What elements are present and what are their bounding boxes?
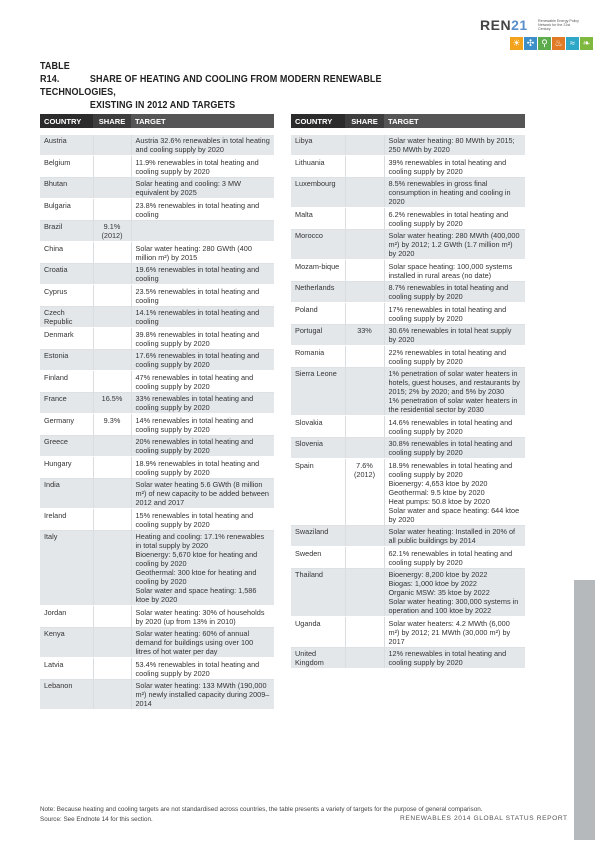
country-cell: Lebanon	[40, 679, 93, 710]
country-cell: Ireland	[40, 509, 93, 531]
target-cell: 6.2% renewables in total heating and cooling supply by 2020	[384, 208, 525, 230]
table-row	[40, 199, 274, 221]
table-row	[40, 306, 274, 328]
share-cell	[345, 568, 384, 617]
target-cell: 19.6% renewables in total heating and cooling	[131, 263, 274, 285]
target-cell: Solar water heating: 280 GWth (400 million m²) by 2015	[131, 242, 274, 264]
target-cell: 8.5% renewables in gross final consumption in heating and cooling in 2020	[384, 177, 525, 208]
table-row	[291, 647, 525, 669]
target-cell: Solar water heating: 60% of annual demand for buildings using over 100 litres of hot water per day	[131, 627, 274, 658]
country-cell: Belgium	[40, 156, 93, 178]
share-cell	[345, 437, 384, 459]
country-cell: Austria	[40, 135, 93, 156]
target-cell: Solar water heating: 80 MWth by 2015; 250 MWth by 2020	[384, 135, 525, 156]
country-cell: Romania	[291, 346, 345, 368]
country-cell: Greece	[40, 435, 93, 457]
country-cell: Libya	[291, 135, 345, 156]
target-cell: 23.8% renewables in total heating and cooling	[131, 199, 274, 221]
share-cell	[93, 371, 131, 393]
share-cell	[345, 156, 384, 178]
header-target: TARGET	[384, 114, 525, 128]
country-cell: Jordan	[40, 606, 93, 628]
country-cell: Slovenia	[291, 437, 345, 459]
country-cell: Swaziland	[291, 525, 345, 547]
country-cell: Mozam-bique	[291, 260, 345, 282]
country-cell: Latvia	[40, 658, 93, 680]
table-row	[291, 135, 525, 156]
table-row	[40, 606, 274, 628]
share-cell	[345, 346, 384, 368]
country-cell: Portugal	[291, 324, 345, 346]
share-cell	[345, 303, 384, 325]
target-cell: 23.5% renewables in total heating and cooling	[131, 285, 274, 307]
share-cell: 33%	[345, 324, 384, 346]
target-cell: Solar water heaters: 4.2 MWth (6,000 m²) by 2012; 21 MWth (30,000 m²) by 2017	[384, 617, 525, 648]
target-cell: 14% renewables in total heating and cooling supply by 2020	[131, 414, 274, 436]
share-cell: 9.1% (2012)	[93, 220, 131, 242]
share-cell	[345, 260, 384, 282]
country-cell: Luxembourg	[291, 177, 345, 208]
share-cell	[345, 281, 384, 303]
target-cell: 33% renewables in total heating and cooling supply by 2020	[131, 392, 274, 414]
share-cell	[345, 617, 384, 648]
table-row	[40, 328, 274, 350]
country-cell: Germany	[40, 414, 93, 436]
target-cell: 17.6% renewables in total heating and cooling supply by 2020	[131, 349, 274, 371]
target-cell: 15% renewables in total heating and cooling supply by 2020	[131, 509, 274, 531]
table-row	[40, 220, 274, 242]
page-footer	[400, 813, 591, 822]
logo-wordmark: REN21	[480, 17, 528, 33]
target-cell: 47% renewables in total heating and cooling supply by 2020	[131, 371, 274, 393]
table-title	[40, 60, 401, 112]
logo-icon-strip	[510, 37, 593, 50]
share-cell	[93, 627, 131, 658]
country-cell: Lithuania	[291, 156, 345, 178]
share-cell	[345, 416, 384, 438]
country-cell: Bulgaria	[40, 199, 93, 221]
share-cell	[93, 349, 131, 371]
share-cell	[93, 435, 131, 457]
country-cell: Denmark	[40, 328, 93, 350]
source-text: Source: See Endnote 14 for this section.	[40, 816, 153, 823]
target-cell: 14.6% renewables in total heating and cooling supply by 2020	[384, 416, 525, 438]
share-cell	[345, 135, 384, 156]
table-row	[291, 416, 525, 438]
target-cell: 53.4% renewables in total heating and cooling supply by 2020	[131, 658, 274, 680]
header-country: COUNTRY	[291, 114, 345, 128]
target-cell: 12% renewables in total heating and cooling supply by 2020	[384, 647, 525, 669]
share-cell	[93, 478, 131, 509]
share-cell	[345, 647, 384, 669]
share-cell: 7.6% (2012)	[345, 459, 384, 526]
target-cell: Solar water heating 5.6 GWth (8 million m²) of new capacity to be added between 2012 and 2017	[131, 478, 274, 509]
ren21-logo	[480, 17, 591, 59]
report-name: RENEWABLES 2014 GLOBAL STATUS REPORT	[400, 815, 568, 822]
share-cell	[93, 530, 131, 606]
person-icon: ⚲	[538, 37, 551, 50]
table-row	[291, 346, 525, 368]
note-text: Note: Because heating and cooling targets are not standardised across countries, the table presents a variety of targets for the purpose of general comparison.	[40, 806, 483, 813]
share-cell	[345, 177, 384, 208]
country-cell: Kenya	[40, 627, 93, 658]
table-row	[291, 177, 525, 208]
share-cell	[93, 242, 131, 264]
target-cell: 39.8% renewables in total heating and cooling supply by 2020	[131, 328, 274, 350]
table-row	[291, 208, 525, 230]
table-row	[291, 281, 525, 303]
table-row	[40, 658, 274, 680]
side-tab	[574, 580, 595, 840]
share-cell	[345, 229, 384, 260]
table-row	[291, 303, 525, 325]
country-cell: France	[40, 392, 93, 414]
table-row	[40, 285, 274, 307]
table-row	[291, 156, 525, 178]
table-row	[40, 349, 274, 371]
country-cell: China	[40, 242, 93, 264]
table-row	[40, 392, 274, 414]
country-cell: Bhutan	[40, 177, 93, 199]
target-cell: Solar space heating: 100,000 systems installed in rural areas (no date)	[384, 260, 525, 282]
target-cell: Solar water heating: 280 MWth (400,000 m²) by 2012; 1.2 GWth (1.7 million m²) by 2020	[384, 229, 525, 260]
table-header-row	[40, 114, 274, 128]
share-cell: 9.3%	[93, 414, 131, 436]
header-country: COUNTRY	[40, 114, 93, 128]
table-row	[291, 367, 525, 416]
table-row	[40, 177, 274, 199]
table-row	[40, 414, 274, 436]
wind-icon: ✣	[524, 37, 537, 50]
share-cell	[93, 679, 131, 710]
target-cell: 20% renewables in total heating and cooling supply by 2020	[131, 435, 274, 457]
table-row	[40, 509, 274, 531]
target-cell: 39% renewables in total heating and cooling supply by 2020	[384, 156, 525, 178]
country-cell: Hungary	[40, 457, 93, 479]
target-cell: Austria 32.6% renewables in total heating and cooling supply by 2020	[131, 135, 274, 156]
country-cell: Brazil	[40, 220, 93, 242]
table-row	[40, 457, 274, 479]
table-row	[40, 371, 274, 393]
share-cell	[345, 525, 384, 547]
table-row	[40, 478, 274, 509]
share-cell	[93, 199, 131, 221]
leaf-icon: ❧	[580, 37, 593, 50]
table-header-row	[291, 114, 525, 128]
share-cell	[93, 457, 131, 479]
share-cell	[93, 658, 131, 680]
target-cell	[131, 220, 274, 242]
share-cell	[93, 285, 131, 307]
country-cell: Uganda	[291, 617, 345, 648]
table-row	[291, 525, 525, 547]
table-row	[291, 260, 525, 282]
country-cell: Netherlands	[291, 281, 345, 303]
share-cell	[93, 177, 131, 199]
sun-icon: ☀	[510, 37, 523, 50]
target-cell: 14.1% renewables in total heating and cooling	[131, 306, 274, 328]
table-row	[40, 679, 274, 710]
target-cell: Heating and cooling: 17.1% renewables in total supply by 2020 Bioenergy: 5,670 ktoe for heating and cooling by 2020 Geothermal: 300 ktoe for heating and cooling by 2020 Solar water and space heating: 1,586 ktoe by 2020	[131, 530, 274, 606]
country-cell: Czech Republic	[40, 306, 93, 328]
country-cell: Sierra Leone	[291, 367, 345, 416]
country-cell: India	[40, 478, 93, 509]
share-cell	[93, 156, 131, 178]
table-number: TABLE R14.	[40, 60, 70, 85]
target-cell: 1% penetration of solar water heaters in hotels, guest houses, and restaurants by 2015; 2% by 2020; and 5% by 2030 1% penetration of solar water heaters in the residential sector by 2030	[384, 367, 525, 416]
table-row	[291, 324, 525, 346]
target-cell: 30.6% renewables in total heat supply by 2020	[384, 324, 525, 346]
target-cell: 18.9% renewables in total heating and cooling supply by 2020 Bioenergy: 4,653 ktoe by 2020 Geothermal: 9.5 ktoe by 2020 Heat pumps: 50.8 ktoe by 2020 Solar water and space heating: 644 ktoe by 2020	[384, 459, 525, 526]
share-cell	[345, 367, 384, 416]
target-cell: 62.1% renewables in total heating and cooling supply by 2020	[384, 547, 525, 569]
table-row	[40, 530, 274, 606]
target-cell: 22% renewables in total heating and cooling supply by 2020	[384, 346, 525, 368]
share-cell	[93, 135, 131, 156]
table-row	[40, 263, 274, 285]
header-target: TARGET	[131, 114, 274, 128]
target-cell: Solar water heating: 30% of households by 2020 (up from 13% in 2010)	[131, 606, 274, 628]
share-cell	[93, 328, 131, 350]
table-row	[291, 547, 525, 569]
title-line-1: SHARE OF HEATING AND COOLING FROM MODERN RENEWABLE TECHNOLOGIES,	[40, 73, 382, 98]
share-cell	[345, 208, 384, 230]
header-share: SHARE	[345, 114, 384, 128]
country-cell: Italy	[40, 530, 93, 606]
country-cell: Malta	[291, 208, 345, 230]
table-row	[40, 156, 274, 178]
share-cell	[93, 306, 131, 328]
country-cell: Thailand	[291, 568, 345, 617]
right-table	[291, 114, 525, 669]
title-line-2: EXISTING IN 2012 AND TARGETS	[89, 99, 236, 111]
country-cell: Croatia	[40, 263, 93, 285]
table-row	[40, 135, 274, 156]
country-cell: Spain	[291, 459, 345, 526]
country-cell: Estonia	[40, 349, 93, 371]
flame-icon: ♨	[552, 37, 565, 50]
table-row	[291, 568, 525, 617]
target-cell: Solar heating and cooling: 3 MW equivalent by 2025	[131, 177, 274, 199]
table-row	[291, 229, 525, 260]
table-row	[40, 242, 274, 264]
target-cell: Solar water heating: Installed in 20% of all public buildings by 2014	[384, 525, 525, 547]
country-cell: United Kingdom	[291, 647, 345, 669]
header-share: SHARE	[93, 114, 131, 128]
share-cell	[93, 509, 131, 531]
country-cell: Cyprus	[40, 285, 93, 307]
target-cell: 18.9% renewables in total heating and cooling supply by 2020	[131, 457, 274, 479]
table-row	[291, 437, 525, 459]
country-cell: Morocco	[291, 229, 345, 260]
water-icon: ≈	[566, 37, 579, 50]
country-cell: Slovakia	[291, 416, 345, 438]
table-row	[291, 617, 525, 648]
target-cell: Solar water heating: 133 MWth (190,000 m²) newly installed capacity during 2009–2014	[131, 679, 274, 710]
table-row	[40, 627, 274, 658]
target-cell: 30.8% renewables in total heating and cooling supply by 2020	[384, 437, 525, 459]
country-cell: Poland	[291, 303, 345, 325]
target-cell: 17% renewables in total heating and cooling supply by 2020	[384, 303, 525, 325]
share-cell	[93, 606, 131, 628]
share-cell	[93, 263, 131, 285]
table-row	[291, 459, 525, 526]
target-cell: 11.9% renewables in total heating and cooling supply by 2020	[131, 156, 274, 178]
target-cell: Bioenergy: 8,200 ktoe by 2022 Biogas: 1,000 ktoe by 2022 Organic MSW: 35 ktoe by 2022 Solar water heating: 300,000 systems in operation and 100 ktoe by 2022	[384, 568, 525, 617]
table-row	[40, 435, 274, 457]
share-cell: 16.5%	[93, 392, 131, 414]
logo-tagline: Renewable Energy Policy Network for the 21st Century	[538, 19, 579, 32]
target-cell: 8.7% renewables in total heating and cooling supply by 2020	[384, 281, 525, 303]
left-table	[40, 114, 274, 710]
country-cell: Sweden	[291, 547, 345, 569]
country-cell: Finland	[40, 371, 93, 393]
share-cell	[345, 547, 384, 569]
